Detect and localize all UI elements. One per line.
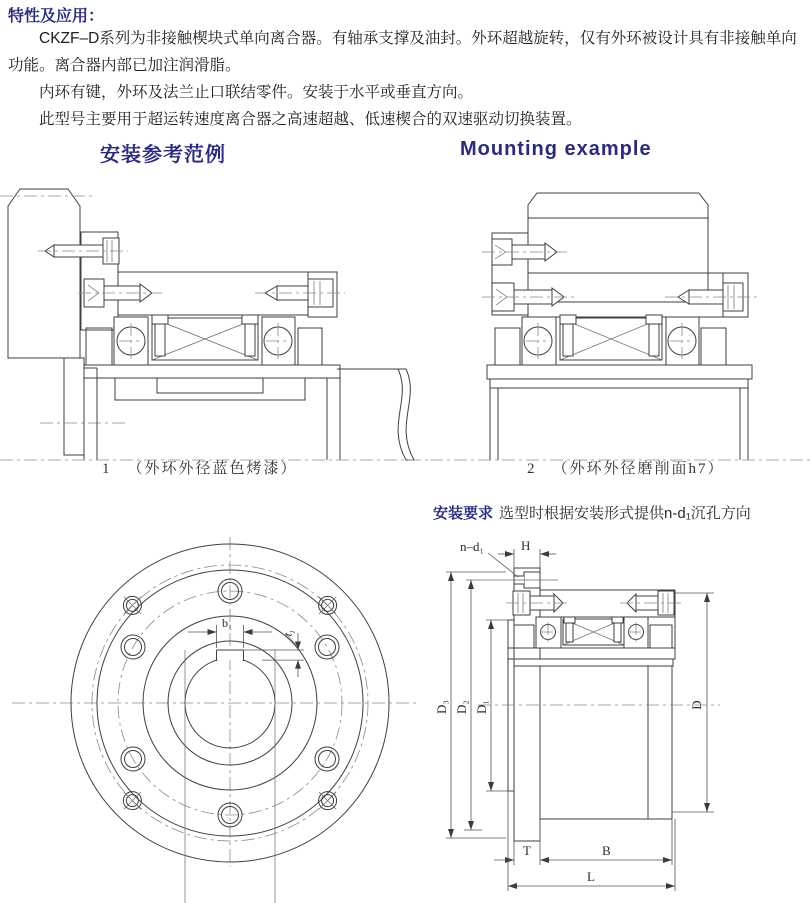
dimension-n-d1 (460, 539, 518, 577)
mounting-requirement-note (433, 502, 751, 523)
feature-paragraphs (8, 25, 803, 133)
figure-1-caption-text: （外环外径蓝色烤漆） (127, 461, 298, 477)
bolt-lower-left (78, 279, 162, 307)
inner-ring-and-sleeve (487, 365, 752, 460)
wall-housing (0, 189, 125, 460)
dim-label-B: B (602, 843, 611, 858)
bearing-and-sprag-row (514, 617, 672, 648)
paragraph-2: 内环有键，外环及法兰止口联结零件。安装于水平或垂直方向。 (39, 84, 474, 101)
dim-label-b1: b₁ (222, 616, 233, 630)
bolt-right (620, 591, 682, 615)
dim-label-L: L (587, 869, 595, 884)
figure-mounting-example-2 (430, 172, 810, 462)
figure-2-caption-text: （外环外径磨削面h7） (552, 461, 725, 477)
bolt-right (665, 283, 760, 311)
figure-2-number: 2 (527, 461, 535, 477)
dim-label-t1: t₁ (280, 626, 296, 638)
section-heading-features: 特性及应用： (8, 8, 105, 25)
dim-label-D: D (689, 700, 704, 710)
title-mounting-example-en: Mounting example (460, 138, 652, 160)
figure-dimension-section (420, 535, 810, 903)
figure-2-caption (527, 457, 725, 478)
dim-label-H: H (521, 538, 531, 553)
bolt-left (506, 591, 570, 615)
bolt-lower-left (482, 283, 578, 311)
bearing-and-sprag-row (86, 315, 322, 365)
centerlines (12, 537, 418, 867)
dim-label-D1: D₁ (474, 700, 489, 714)
keyway (216, 648, 244, 662)
figure-1-caption (102, 457, 298, 478)
title-installation-reference-cn: 安装参考范例 (100, 144, 226, 166)
bolt-upper-left (482, 239, 570, 265)
mounting-requirement-text: 选型时根据安装形式提供n-d₁沉孔方向 (499, 505, 751, 522)
dim-label-D3: D₃ (434, 700, 449, 714)
figure-mounting-example-1 (0, 172, 430, 462)
paragraph-3: 此型号主要用于超运转速度离合器之高速超越、低速楔合的双速驱动切换装置。 (39, 111, 582, 128)
dim-label-D2: D₂ (454, 700, 469, 714)
paragraph-1: CKZF–D系列为非接触楔块式单向离合器。有轴承支撑及油封。外环超越旋转，仅有外环被设计具有非接触单向功能。离合器内部已加注润滑脂。 (8, 30, 797, 74)
mounting-requirement-label: 安装要求 (433, 505, 494, 522)
inner-ring-and-shaft (84, 365, 414, 460)
dimension-H (498, 538, 556, 568)
bolt-right (255, 279, 345, 307)
dim-label-n-d1: n–d₁ (460, 539, 485, 554)
keyway-depth-dimension (244, 627, 304, 677)
dimension-B (540, 819, 672, 865)
dim-label-T: T (523, 843, 531, 858)
figure-1-number: 1 (102, 461, 110, 477)
dimension-D (672, 593, 714, 812)
figure-front-view (10, 535, 420, 903)
dimension-T (494, 819, 540, 865)
bearing-and-sprag-row (495, 315, 726, 365)
pulley-block (528, 193, 708, 302)
bolt-upper-left (38, 238, 128, 264)
